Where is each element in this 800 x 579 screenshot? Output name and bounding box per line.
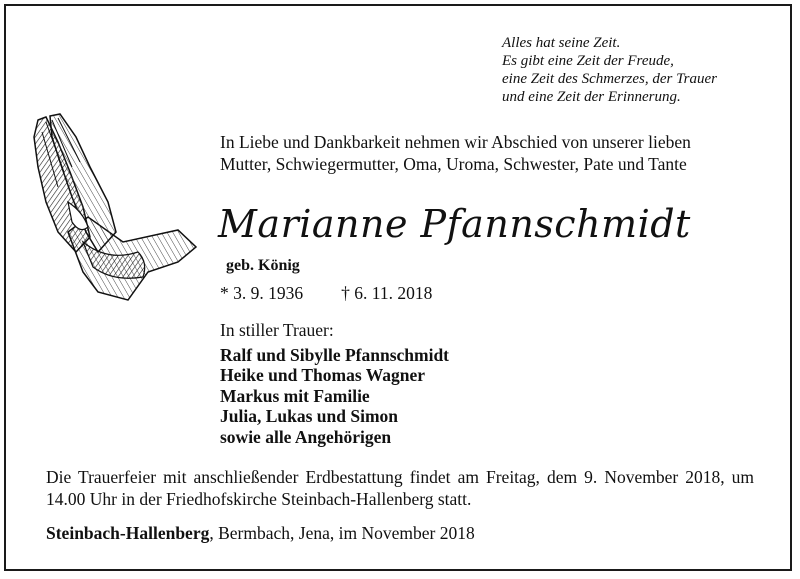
mourners-list	[220, 345, 449, 447]
death-date: † 6. 11. 2018	[341, 283, 433, 303]
quote-line: Es gibt eine Zeit der Freude,	[502, 53, 674, 69]
mourner: Ralf und Sibylle Pfannschmidt	[220, 345, 450, 365]
mourner: Julia, Lukas und Simon	[220, 406, 399, 427]
signature-rest: , Bermbach, Jena, im November 2018	[209, 523, 475, 543]
quote	[502, 34, 772, 106]
intro-line: In Liebe und Dankbarkeit nehmen wir Abschied von unserer lieben	[220, 132, 691, 152]
birth-date: * 3. 9. 1936	[220, 283, 304, 303]
signature-place: Steinbach-Hallenberg	[46, 523, 210, 543]
life-dates	[220, 283, 432, 304]
service-info: Die Trauerfeier mit anschließender Erdbestattung findet am Freitag, dem 9. November 2018, um 14.00 Uhr in der Friedhofskirche Steinbach-Hallenberg statt.	[46, 467, 754, 509]
mourner: Markus mit Familie	[220, 385, 370, 406]
intro-text	[220, 131, 780, 175]
deceased-name: Marianne Pfannschmidt	[218, 202, 691, 246]
signature-line	[46, 523, 475, 544]
quote-line: und eine Zeit der Erinnerung.	[502, 89, 681, 105]
intro-line: Mutter, Schwiegermutter, Oma, Uroma, Schwester, Pate und Tante	[220, 154, 687, 174]
maiden-name: geb. König	[226, 257, 300, 274]
mourning-heading: In stiller Trauer:	[220, 320, 334, 340]
mourner: sowie alle Angehörigen	[220, 426, 392, 447]
quote-line: Alles hat seine Zeit.	[502, 35, 621, 51]
praying-hands-icon	[28, 112, 198, 302]
mourner: Heike und Thomas Wagner	[220, 365, 426, 386]
quote-line: eine Zeit des Schmerzes, der Trauer	[502, 71, 717, 87]
